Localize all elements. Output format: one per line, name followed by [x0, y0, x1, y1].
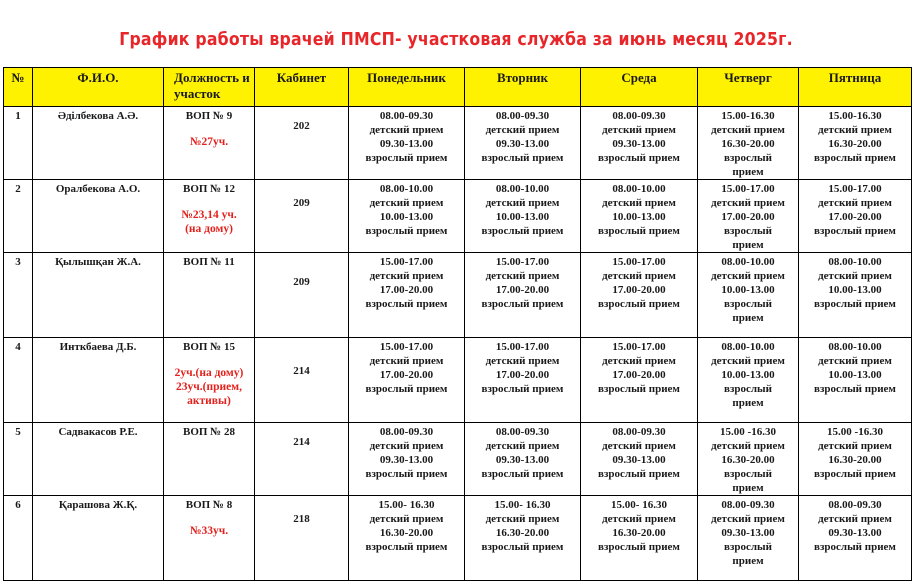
schedule-cell-tue	[465, 180, 581, 253]
room-number-text: 218	[293, 513, 310, 525]
doctor-name-text: Қарашова Ж.Қ.	[58, 499, 138, 511]
header-name: Ф.И.О.	[33, 68, 164, 107]
schedule-line: 09.30-13.00	[612, 454, 666, 466]
room-number	[255, 180, 349, 253]
schedule-line: детский прием	[369, 124, 444, 136]
schedule-line: 16.30-20.00	[828, 138, 882, 150]
schedule-line: взрослый прием	[814, 298, 896, 310]
schedule-line: детский прием	[602, 440, 676, 452]
schedule-line: 15.00-17.00	[828, 183, 882, 195]
schedule-cell-fri	[799, 423, 912, 496]
schedule-line: детский прием	[711, 197, 785, 209]
vop-label: ВОП № 28	[182, 426, 235, 438]
schedule-cell-tue	[465, 423, 581, 496]
table-row	[4, 496, 912, 581]
schedule-line: 15.00-16.30	[721, 110, 775, 122]
doctor-name	[33, 338, 164, 423]
room-number	[255, 496, 349, 581]
schedule-line: 16.30-20.00	[495, 527, 550, 539]
schedule-cell-wed	[581, 496, 698, 581]
schedule-line: 15.00-17.00	[495, 341, 550, 353]
schedule-line: 08.00-09.30	[828, 499, 882, 511]
schedule-cell-fri	[799, 107, 912, 180]
header-position: Должность и участок	[164, 68, 255, 107]
schedule-line: 09.30-13.00	[828, 527, 882, 539]
schedule-line: 17.00-20.00	[828, 211, 882, 223]
schedule-line: детский прием	[485, 197, 560, 209]
vop-label: ВОП № 11	[183, 256, 235, 268]
schedule-line: 17.00-20.00	[379, 284, 434, 296]
table-row	[4, 180, 912, 253]
doctor-name-text: Оралбекова А.О.	[55, 183, 141, 195]
schedule-line: взрослый прием	[814, 152, 896, 164]
doctor-name	[33, 496, 164, 581]
position-cell	[164, 107, 255, 180]
schedule-line: взрослый прием	[365, 541, 448, 553]
schedule-cell-wed	[581, 423, 698, 496]
schedule-line: взрослый прием	[481, 152, 564, 164]
schedule-line: 16.30-20.00	[721, 138, 775, 150]
table-row	[4, 107, 912, 180]
schedule-line: детский прием	[711, 440, 785, 452]
schedule-line: 15.00 -16.30	[827, 426, 883, 438]
schedule-line: 17.00-20.00	[721, 211, 775, 223]
schedule-line: взрослый прием	[365, 225, 448, 237]
room-number	[255, 423, 349, 496]
schedule-cell-thu	[698, 180, 799, 253]
schedule-line: 15.00-17.00	[721, 183, 775, 195]
schedule-line: прием	[732, 482, 764, 494]
row-number	[4, 423, 33, 496]
schedule-line: 15.00-17.00	[379, 256, 434, 268]
schedule-line: детский прием	[711, 513, 785, 525]
row-number-text: 5	[15, 426, 21, 438]
schedule-line: 08.00-10.00	[828, 256, 882, 268]
doctor-name	[33, 423, 164, 496]
header-friday: Пятница	[799, 68, 912, 107]
schedule-line: детский прием	[818, 124, 892, 136]
schedule-line: взрослый	[724, 225, 772, 237]
header-num: №	[4, 68, 33, 107]
schedule-line: 16.30-20.00	[612, 527, 666, 539]
doctor-name-text: Әділбекова А.Ә.	[57, 110, 139, 122]
schedule-cell-fri	[799, 253, 912, 338]
schedule-line: 15.00-17.00	[612, 256, 666, 268]
schedule-cell-thu	[698, 338, 799, 423]
header-tuesday: Вторник	[465, 68, 581, 107]
room-number	[255, 338, 349, 423]
vop-label: ВОП № 8	[185, 499, 233, 511]
schedule-cell-tue	[465, 338, 581, 423]
doctor-name-text: Садвакасов Р.Е.	[58, 426, 138, 438]
position-cell	[164, 423, 255, 496]
schedule-line: взрослый прием	[598, 541, 680, 553]
schedule-line: взрослый прием	[365, 152, 448, 164]
schedule-line: детский прием	[711, 270, 785, 282]
schedule-line: 16.30-20.00	[379, 527, 434, 539]
schedule-line: прием	[732, 166, 764, 178]
schedule-line: взрослый прием	[481, 468, 564, 480]
row-number-text: 6	[15, 499, 21, 511]
schedule-line: детский прием	[602, 270, 676, 282]
schedule-line: взрослый прием	[598, 383, 680, 395]
schedule-line: детский прием	[485, 270, 560, 282]
schedule-line: взрослый прием	[365, 298, 448, 310]
doctor-name-text: Қылышқан Ж.А.	[55, 256, 141, 268]
schedule-line: детский прием	[818, 197, 892, 209]
schedule-cell-wed	[581, 107, 698, 180]
room-number-text: 209	[293, 197, 310, 209]
schedule-line: 08.00-10.00	[828, 341, 882, 353]
schedule-line: 10.00-13.00	[379, 211, 434, 223]
schedule-line: детский прием	[818, 270, 892, 282]
schedule-line: прием	[732, 555, 764, 567]
schedule-line: детский прием	[485, 124, 560, 136]
schedule-line: взрослый	[724, 383, 772, 395]
schedule-cell-fri	[799, 338, 912, 423]
uchastok-label: (на дому)	[185, 223, 233, 235]
schedule-cell-wed	[581, 180, 698, 253]
schedule-line: взрослый прием	[598, 225, 680, 237]
schedule-line: 15.00-16.30	[828, 110, 882, 122]
schedule-line: взрослый прием	[481, 225, 564, 237]
uchastok-label: №23,14 уч.	[181, 209, 237, 221]
schedule-line: детский прием	[711, 124, 785, 136]
room-number-text: 214	[293, 365, 310, 377]
row-number	[4, 107, 33, 180]
schedule-line: взрослый прием	[814, 468, 896, 480]
schedule-line: 08.00-10.00	[721, 256, 775, 268]
doctor-name	[33, 253, 164, 338]
schedule-line: 15.00-17.00	[495, 256, 550, 268]
room-number	[255, 253, 349, 338]
schedule-cell-mon	[349, 338, 465, 423]
schedule-line: взрослый	[724, 298, 772, 310]
schedule-cell-mon	[349, 180, 465, 253]
doctor-name	[33, 180, 164, 253]
schedule-line: 09.30-13.00	[495, 138, 550, 150]
schedule-line: 10.00-13.00	[828, 369, 882, 381]
doctor-name-text: Инткбаева Д.Б.	[59, 341, 137, 353]
doctor-name	[33, 107, 164, 180]
schedule-cell-wed	[581, 253, 698, 338]
table-row	[4, 338, 912, 423]
schedule-line: взрослый прием	[814, 541, 896, 553]
schedule-line: прием	[732, 397, 764, 409]
schedule-line: взрослый прием	[814, 225, 896, 237]
schedule-line: 17.00-20.00	[495, 369, 550, 381]
schedule-line: 10.00-13.00	[612, 211, 666, 223]
row-number-text: 1	[15, 110, 21, 122]
schedule-line: взрослый	[724, 541, 772, 553]
schedule-body	[4, 107, 912, 581]
header-wednesday: Среда	[581, 68, 698, 107]
row-number	[4, 180, 33, 253]
room-number-text: 202	[293, 120, 310, 132]
schedule-cell-mon	[349, 496, 465, 581]
schedule-cell-tue	[465, 253, 581, 338]
page-title: График работы врачей ПМСП- участковая служба за июнь месяц 2025г.	[119, 30, 793, 50]
room-number-text: 214	[293, 436, 310, 448]
schedule-line: прием	[732, 312, 764, 324]
schedule-line: 09.30-13.00	[721, 527, 775, 539]
schedule-line: детский прием	[818, 440, 892, 452]
schedule-line: 08.00-09.30	[495, 426, 550, 438]
schedule-line: 15.00- 16.30	[494, 499, 551, 511]
schedule-line: детский прием	[602, 197, 676, 209]
uchastok-label: активы)	[187, 395, 231, 407]
schedule-line: детский прием	[602, 355, 676, 367]
schedule-line: детский прием	[369, 355, 444, 367]
row-number-text: 4	[15, 341, 21, 353]
vop-label: ВОП № 12	[182, 183, 235, 195]
schedule-line: детский прием	[369, 440, 444, 452]
schedule-line: детский прием	[485, 355, 560, 367]
schedule-line: взрослый прием	[598, 152, 680, 164]
schedule-line: 08.00-09.30	[379, 426, 434, 438]
schedule-line: 17.00-20.00	[495, 284, 550, 296]
schedule-line: 10.00-13.00	[828, 284, 882, 296]
schedule-line: 08.00-09.30	[379, 110, 434, 122]
schedule-cell-thu	[698, 496, 799, 581]
schedule-line: детский прием	[818, 355, 892, 367]
schedule-line: детский прием	[711, 355, 785, 367]
schedule-line: 10.00-13.00	[721, 284, 775, 296]
header-monday: Понедельник	[349, 68, 465, 107]
schedule-line: 15.00- 16.30	[611, 499, 667, 511]
table-row	[4, 423, 912, 496]
schedule-line: взрослый	[724, 468, 772, 480]
schedule-line: 15.00-17.00	[612, 341, 666, 353]
schedule-line: 10.00-13.00	[721, 369, 775, 381]
schedule-line: 15.00-17.00	[379, 341, 434, 353]
schedule-line: детский прием	[602, 513, 676, 525]
schedule-cell-thu	[698, 253, 799, 338]
uchastok-label: №33уч.	[189, 525, 229, 537]
schedule-line: взрослый прием	[814, 383, 896, 395]
schedule-line: 17.00-20.00	[379, 369, 434, 381]
schedule-cell-tue	[465, 107, 581, 180]
row-number	[4, 338, 33, 423]
header-thursday: Четверг	[698, 68, 799, 107]
schedule-line: взрослый прием	[365, 468, 448, 480]
schedule-line: прием	[732, 239, 764, 251]
schedule-line: взрослый	[724, 152, 772, 164]
schedule-line: детский прием	[369, 513, 444, 525]
schedule-line: 15.00- 16.30	[378, 499, 435, 511]
schedule-line: 08.00-10.00	[495, 183, 550, 195]
schedule-line: 09.30-13.00	[379, 454, 434, 466]
schedule-line: детский прием	[485, 440, 560, 452]
schedule-line: детский прием	[369, 197, 444, 209]
schedule-cell-wed	[581, 338, 698, 423]
schedule-line: взрослый прием	[481, 298, 564, 310]
schedule-cell-mon	[349, 423, 465, 496]
position-cell	[164, 253, 255, 338]
schedule-line: 08.00-09.30	[612, 426, 666, 438]
uchastok-label: 2уч.(на дому)	[174, 367, 244, 379]
schedule-cell-mon	[349, 253, 465, 338]
row-number-text: 3	[15, 256, 21, 268]
header-room: Кабинет	[255, 68, 349, 107]
uchastok-label: 23уч.(прием,	[176, 381, 242, 393]
schedule-line: 10.00-13.00	[495, 211, 550, 223]
schedule-line: 16.30-20.00	[721, 454, 775, 466]
vop-label: ВОП № 9	[185, 110, 233, 122]
table-row	[4, 253, 912, 338]
row-number	[4, 253, 33, 338]
schedule-line: 16.30-20.00	[828, 454, 882, 466]
schedule-line: взрослый прием	[481, 541, 564, 553]
schedule-line: 09.30-13.00	[379, 138, 434, 150]
schedule-line: 08.00-10.00	[379, 183, 434, 195]
schedule-line: 17.00-20.00	[612, 369, 666, 381]
vop-label: ВОП № 15	[182, 341, 235, 353]
schedule-line: детский прием	[818, 513, 892, 525]
schedule-cell-thu	[698, 423, 799, 496]
schedule-cell-mon	[349, 107, 465, 180]
schedule-cell-thu	[698, 107, 799, 180]
schedule-line: 09.30-13.00	[495, 454, 550, 466]
schedule-line: детский прием	[485, 513, 560, 525]
position-cell	[164, 180, 255, 253]
schedule-line: взрослый прием	[481, 383, 564, 395]
schedule-line: 17.00-20.00	[612, 284, 666, 296]
schedule-line: 09.30-13.00	[612, 138, 666, 150]
schedule-line: 08.00-09.30	[612, 110, 666, 122]
schedule-line: 08.00-09.30	[495, 110, 550, 122]
room-number-text: 209	[293, 276, 310, 288]
schedule-cell-fri	[799, 180, 912, 253]
schedule-cell-tue	[465, 496, 581, 581]
schedule-line: взрослый прием	[598, 298, 680, 310]
header-row	[4, 68, 912, 107]
schedule-line: 15.00 -16.30	[720, 426, 776, 438]
schedule-line: 08.00-10.00	[721, 341, 775, 353]
schedule-line: детский прием	[602, 124, 676, 136]
row-number	[4, 496, 33, 581]
row-number-text: 2	[15, 183, 21, 195]
schedule-cell-fri	[799, 496, 912, 581]
position-cell	[164, 496, 255, 581]
schedule-line: взрослый прием	[598, 468, 680, 480]
schedule-table	[3, 67, 912, 581]
schedule-line: 08.00-10.00	[612, 183, 666, 195]
schedule-line: 08.00-09.30	[721, 499, 775, 511]
uchastok-label: №27уч.	[189, 136, 229, 148]
position-cell	[164, 338, 255, 423]
room-number	[255, 107, 349, 180]
schedule-line: детский прием	[369, 270, 444, 282]
schedule-line: взрослый прием	[365, 383, 448, 395]
